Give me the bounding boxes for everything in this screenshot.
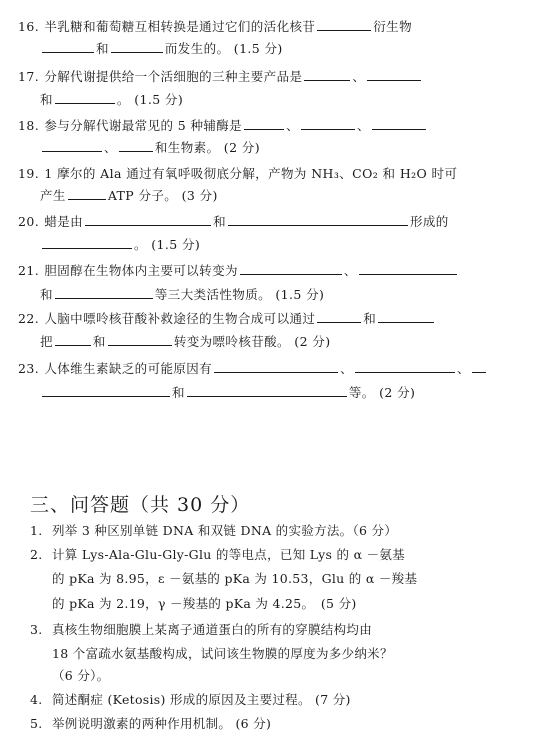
blank[interactable] [42, 40, 94, 53]
blank[interactable] [55, 286, 153, 299]
q20-line1: 20. 蜡是由 和 形成的 [18, 214, 449, 229]
blank[interactable] [55, 333, 91, 346]
qa-line: 3. 真核生物细胞膜上某离子通道蛋白的所有的穿膜结构均由 [30, 622, 373, 637]
q21-line2: 和 等三大类活性物质。 (1.5 分) [40, 287, 325, 302]
blank[interactable] [355, 360, 455, 373]
q20-line2: 。 (1.5 分) [40, 236, 200, 253]
blank[interactable] [228, 213, 408, 226]
qa-line: 4. 简述酮症 (Ketosis) 形成的原因及主要过程。 (7 分) [30, 692, 351, 707]
q23-line2: 和 等。 (2 分) [40, 384, 415, 401]
blank[interactable] [378, 310, 434, 323]
qa-line: 1. 列举 3 种区别单链 DNA 和双链 DNA 的实验方法。（6 分） [30, 523, 398, 538]
blank[interactable] [317, 18, 371, 31]
blank[interactable] [317, 310, 361, 323]
qa-line: 的 pKa 为 2.19，γ －羧基的 pKa 为 4.25。 (5 分) [52, 596, 357, 611]
qa-line: 2. 计算 Lys-Ala-Glu-Gly-Glu 的等电点，已知 Lys 的 α －氨基 [30, 547, 405, 562]
q22-line1: 22. 人脑中嘌呤核苷酸补救途径的生物合成可以通过 和 [18, 310, 436, 327]
blank[interactable] [55, 91, 115, 104]
blank[interactable] [108, 333, 172, 346]
blank[interactable] [214, 360, 338, 373]
blank[interactable] [42, 139, 102, 152]
qa-line: （6 分）。 [52, 668, 110, 683]
q19-line1: 19. 1 摩尔的 Ala 通过有氧呼吸彻底分解，产物为 NH₃、CO₂ 和 H₂O 时可 [18, 166, 458, 181]
q22-line2: 把 和 转变为嘌呤核苷酸。 (2 分) [40, 334, 331, 349]
blank[interactable] [367, 68, 421, 81]
blank[interactable] [301, 117, 355, 130]
section-title: 三、问答题（共 30 分） [30, 494, 251, 516]
blank[interactable] [240, 262, 342, 275]
qa-line: 5. 举例说明激素的两种作用机制。 (6 分) [30, 716, 272, 731]
q23-line1: 23. 人体维生素缺乏的可能原因有 、 、 [18, 360, 488, 377]
blank[interactable] [372, 117, 426, 130]
q19-line2: 产生 ATP 分子。 (3 分) [40, 188, 218, 203]
q17-line2: 和 。 (1.5 分) [40, 92, 184, 107]
blank[interactable] [111, 40, 163, 53]
q21-line1: 21. 胆固醇在生物体内主要可以转变为 、 [18, 262, 459, 279]
q18-line2: 、 和生物素。 (2 分) [40, 139, 260, 156]
q16-line2: 和 而发生的。 (1.5 分) [40, 40, 283, 57]
q16-line1: 16. 半乳糖和葡萄糖互相转换是通过它们的活化核苷 衍生物 [18, 19, 412, 34]
q18-line1: 18. 参与分解代谢最常见的 5 种辅酶是 、 、 [18, 117, 428, 134]
blank[interactable] [68, 187, 106, 200]
blank[interactable] [119, 139, 153, 152]
blank[interactable] [244, 117, 284, 130]
blank[interactable] [304, 68, 350, 81]
q17-line1: 17. 分解代谢提供给一个活细胞的三种主要产品是 、 [18, 68, 423, 85]
blank[interactable] [42, 384, 170, 397]
blank[interactable] [359, 262, 457, 275]
qa-line: 的 pKa 为 8.95，ε －氨基的 pKa 为 10.53，Glu 的 α －羧基 [52, 571, 418, 586]
blank[interactable] [472, 360, 486, 373]
qa-line: 18 个富疏水氨基酸构成，试问该生物膜的厚度为多少纳米？ [52, 646, 393, 661]
blank[interactable] [85, 213, 211, 226]
blank[interactable] [42, 236, 132, 249]
blank[interactable] [187, 384, 347, 397]
